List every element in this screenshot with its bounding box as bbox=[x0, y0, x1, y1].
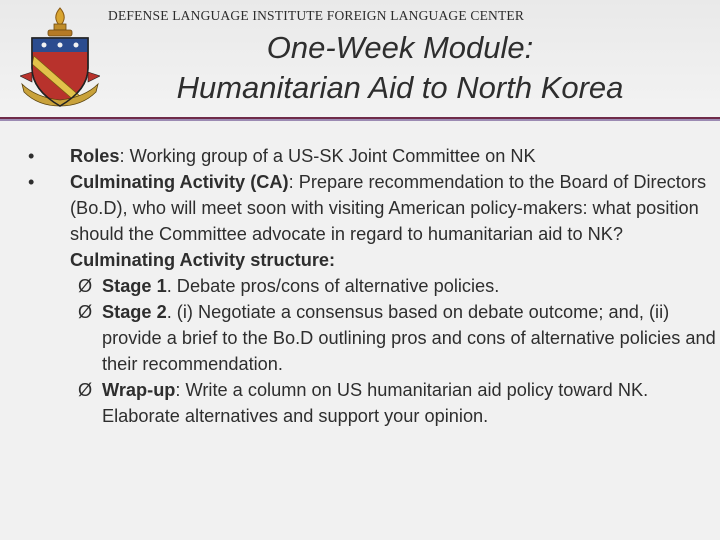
bullet-icon: • bbox=[28, 172, 35, 192]
page-title bbox=[100, 28, 700, 108]
stage-text: : Write a column on US humanitarian aid policy toward NK. Elaborate alternatives and support your opinion. bbox=[102, 380, 649, 426]
stage-label: Stage 2 bbox=[102, 302, 167, 322]
stage-text: . (i) Negotiate a consensus based on debate outcome; and, (ii) provide a brief to the Bo.D outlining pros and cons of alternative policies and their recommendation. bbox=[102, 302, 716, 374]
stage-2-item bbox=[28, 299, 718, 377]
header-banner bbox=[0, 0, 720, 118]
title-line-1: One-Week Module: bbox=[266, 30, 534, 65]
title-line-2: Humanitarian Aid to North Korea bbox=[176, 70, 624, 105]
bullet-culminating-activity bbox=[28, 169, 718, 247]
arrow-bullet-icon: Ø bbox=[78, 380, 93, 400]
stage-label: Wrap-up bbox=[102, 380, 176, 400]
bullet-text: : Working group of a US-SK Joint Committee on NK bbox=[119, 146, 536, 166]
header-divider-purple bbox=[0, 119, 720, 121]
stage-1-item bbox=[28, 273, 718, 299]
structure-heading-text: Culminating Activity structure: bbox=[70, 250, 336, 270]
dli-crest-icon bbox=[20, 6, 100, 112]
structure-heading bbox=[28, 247, 718, 273]
stage-text: . Debate pros/cons of alternative policies. bbox=[166, 276, 500, 296]
bullet-label: Culminating Activity (CA) bbox=[70, 172, 289, 192]
organization-name: DEFENSE LANGUAGE INSTITUTE FOREIGN LANGUAGE CENTER bbox=[108, 8, 525, 23]
bullet-label: Roles bbox=[70, 146, 120, 166]
stage-label: Stage 1 bbox=[102, 276, 167, 296]
bullet-roles bbox=[28, 143, 718, 169]
wrap-up-item bbox=[28, 377, 718, 429]
arrow-bullet-icon: Ø bbox=[78, 276, 93, 296]
bullet-icon: • bbox=[28, 146, 35, 166]
arrow-bullet-icon: Ø bbox=[78, 302, 93, 322]
slide-body bbox=[28, 143, 718, 429]
bullet-text: : Prepare recommendation to the Board of Directors (Bo.D), who will meet soon with visiting American policy-makers: what position should the Committee advocate in regard to humanitarian aid to NK? bbox=[70, 172, 707, 244]
